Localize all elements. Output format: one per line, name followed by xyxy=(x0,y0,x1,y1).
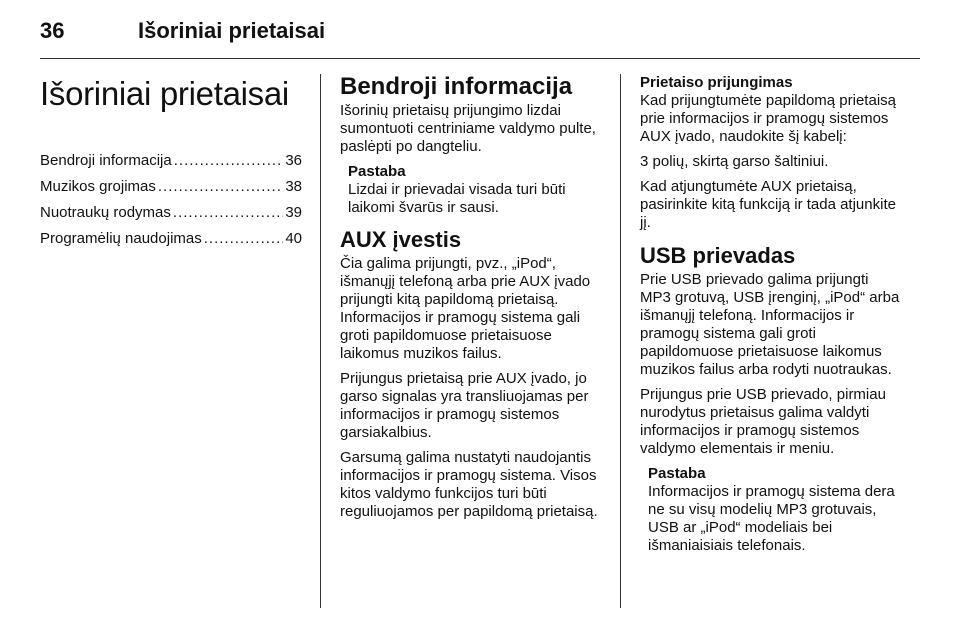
note-title: Pastaba xyxy=(348,163,406,180)
running-title: Išoriniai prietaisai xyxy=(138,18,326,43)
toc-page-number: 39 xyxy=(285,204,302,221)
toc-entry[interactable] xyxy=(40,150,302,171)
note-text: Lizdai ir prievadai visada turi būti laikomi švarūs ir sausi. xyxy=(348,181,566,216)
toc-label: Bendroji informacija xyxy=(40,152,172,169)
toc-leader-dots xyxy=(158,176,283,197)
column-1 xyxy=(40,74,302,254)
column-divider-2 xyxy=(620,74,621,608)
section-title-aux-input: AUX įvestis xyxy=(340,227,462,252)
column-3 xyxy=(640,74,902,565)
toc-page-number: 38 xyxy=(285,178,302,195)
note-box xyxy=(340,163,604,217)
note-title: Pastaba xyxy=(648,465,706,482)
header-rule xyxy=(40,58,920,59)
page-header xyxy=(40,14,920,54)
subsection-title-device-connection: Prietaiso prijungimas xyxy=(640,74,793,91)
paragraph: 3 polių, skirtą garso šaltiniui. xyxy=(640,153,829,170)
toc-leader-dots xyxy=(173,202,283,223)
toc-label: Muzikos grojimas xyxy=(40,178,156,195)
note-box xyxy=(640,465,902,555)
toc-entry[interactable] xyxy=(40,202,302,223)
section-title-usb-port: USB prievadas xyxy=(640,243,796,268)
paragraph: Kad atjungtumėte AUX prietaisą, pasirinkite kitą funkciją ir tada atjunkite jį. xyxy=(640,178,896,231)
chapter-title: Išoriniai prietaisai xyxy=(40,75,289,112)
toc-label: Programėlių naudojimas xyxy=(40,230,202,247)
column-divider-1 xyxy=(320,74,321,608)
column-2 xyxy=(340,74,604,528)
toc-leader-dots xyxy=(174,150,284,171)
paragraph: Prie USB prievado galima prijungti MP3 grotuvą, USB įrenginį, „iPod“ arba išmanųjį telefoną. Informacijos ir pramogų sistema gali groti papildomuose prietaisuose laikomus muzikos failus arba rodyti nuotraukas. xyxy=(640,271,900,378)
paragraph: Čia galima prijungti, pvz., „iPod“, išmanųjį telefoną arba prie AUX įvado prijungti kitą papildomą prietaisą. Informacijos ir pramogų sistema gali groti papildomuose prietaisuose laikomus muzikos failus. xyxy=(340,255,591,362)
paragraph: Prijungus prietaisą prie AUX įvado, jo garso signalas yra transliuojamas per informacijos ir pramogų sistemos garsiakalbius. xyxy=(340,370,589,441)
toc-page-number: 40 xyxy=(285,230,302,247)
toc-leader-dots xyxy=(204,228,284,249)
toc-entry[interactable] xyxy=(40,228,302,249)
paragraph: Išorinių prietaisų prijungimo lizdai sumontuoti centriniame valdymo pulte, paslėpti po dangteliu. xyxy=(340,102,596,155)
paragraph: Prijungus prie USB prievado, pirmiau nurodytus prietaisus galima valdyti informacijos ir pramogų sistemos valdymo elementais ir meniu. xyxy=(640,386,886,457)
toc-label: Nuotraukų rodymas xyxy=(40,204,171,221)
note-text: Informacijos ir pramogų sistema dera ne su visų modelių MP3 grotuvais, USB ar „iPod“ modeliais bei išmaniaisiais telefonais. xyxy=(648,483,895,554)
page-number: 36 xyxy=(40,18,65,43)
paragraph: Garsumą galima nustatyti naudojantis informacijos ir pramogų sistema. Visos kitos valdymo funkcijos turi būti reguliuojamos per papildomą prietaisą. xyxy=(340,449,598,520)
paragraph: Kad prijungtumėte papildomą prietaisą prie informacijos ir pramogų sistemos AUX įvado, naudokite šį kabelį: xyxy=(640,92,896,145)
toc-page-number: 36 xyxy=(285,152,302,169)
table-of-contents xyxy=(40,150,302,249)
toc-entry[interactable] xyxy=(40,176,302,197)
section-title-general-info: Bendroji informacija xyxy=(340,73,573,100)
